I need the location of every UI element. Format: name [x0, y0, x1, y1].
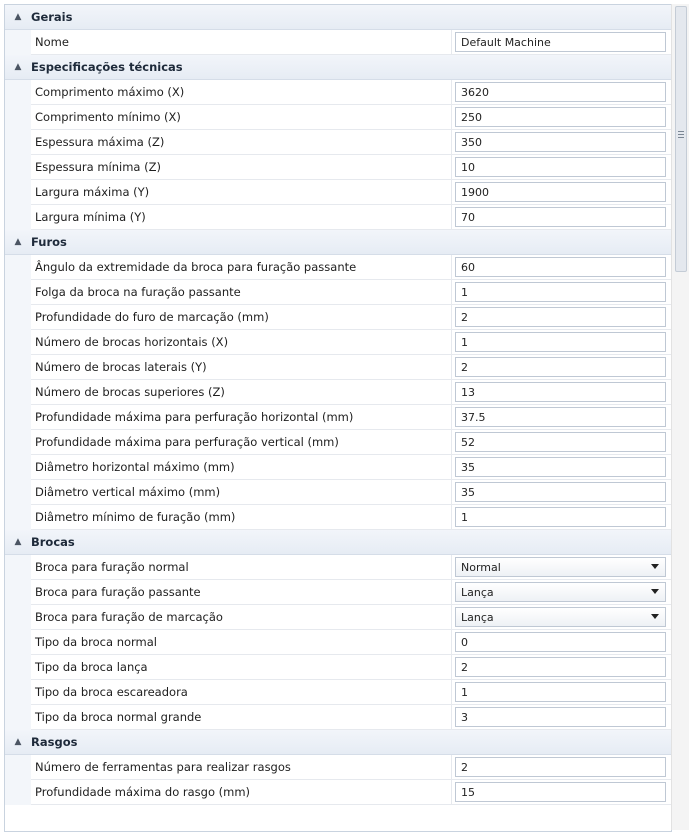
row-margin: [5, 455, 31, 480]
property-value-cell: [452, 430, 671, 455]
property-value-input[interactable]: [455, 207, 666, 227]
property-value-cell: [452, 555, 671, 580]
collapse-icon[interactable]: ▲: [14, 537, 22, 547]
property-name: Ângulo da extremidade da broca para furação passante: [31, 255, 452, 280]
row-margin: [5, 655, 31, 680]
property-name: Profundidade máxima do rasgo (mm): [31, 780, 452, 805]
property-row[interactable]: [5, 105, 671, 130]
property-value-input[interactable]: [455, 632, 666, 652]
property-name: Diâmetro mínimo de furação (mm): [31, 505, 452, 530]
property-value-input[interactable]: [455, 682, 666, 702]
property-value-input[interactable]: [455, 357, 666, 377]
property-value-text: Lança: [461, 610, 494, 624]
property-value-text: Default Machine: [461, 35, 551, 49]
property-value-cell: [452, 280, 671, 305]
property-value-dropdown[interactable]: [455, 607, 666, 627]
property-row[interactable]: [5, 705, 671, 730]
property-name: Broca para furação de marcação: [31, 605, 452, 630]
property-name: Profundidade do furo de marcação (mm): [31, 305, 452, 330]
property-value-input[interactable]: [455, 82, 666, 102]
row-margin: [5, 30, 31, 55]
property-value-input[interactable]: [455, 432, 666, 452]
property-value-cell: [452, 355, 671, 380]
row-margin: [5, 130, 31, 155]
property-value-input[interactable]: [455, 482, 666, 502]
row-margin: [5, 105, 31, 130]
property-value-input[interactable]: [455, 32, 666, 52]
property-value-input[interactable]: [455, 182, 666, 202]
property-row[interactable]: [5, 555, 671, 580]
property-name: Número de brocas superiores (Z): [31, 380, 452, 405]
row-margin: [5, 180, 31, 205]
category-header[interactable]: [5, 5, 671, 30]
property-name: Tipo da broca normal: [31, 630, 452, 655]
collapse-icon[interactable]: ▲: [14, 237, 22, 247]
property-value-cell: [452, 155, 671, 180]
property-value-input[interactable]: [455, 332, 666, 352]
property-value-text: 10: [461, 160, 475, 174]
property-row[interactable]: [5, 655, 671, 680]
property-name: Profundidade máxima para perfuração vertical (mm): [31, 430, 452, 455]
category-title: Furos: [31, 235, 67, 249]
property-value-cell: [452, 405, 671, 430]
property-value-input[interactable]: [455, 657, 666, 677]
property-name: Comprimento mínimo (X): [31, 105, 452, 130]
row-margin: [5, 680, 31, 705]
property-value-input[interactable]: [455, 757, 666, 777]
property-name: Número de ferramentas para realizar rasgos: [31, 755, 452, 780]
property-value-text: 1: [461, 285, 468, 299]
property-row[interactable]: [5, 630, 671, 655]
property-value-cell: [452, 105, 671, 130]
property-value-text: 15: [461, 785, 475, 799]
row-margin: [5, 80, 31, 105]
property-value-input[interactable]: [455, 707, 666, 727]
row-margin: [5, 755, 31, 780]
property-row[interactable]: [5, 605, 671, 630]
property-value-cell: [452, 330, 671, 355]
vertical-scrollbar[interactable]: [671, 4, 689, 830]
property-value-input[interactable]: [455, 507, 666, 527]
property-value-cell: [452, 255, 671, 280]
category-header[interactable]: [5, 530, 671, 555]
property-grid: [4, 4, 672, 832]
category-header[interactable]: [5, 730, 671, 755]
property-row[interactable]: [5, 505, 671, 530]
property-value-cell: [452, 780, 671, 805]
property-value-text: 2: [461, 760, 468, 774]
property-value-cell: [452, 130, 671, 155]
row-margin: [5, 630, 31, 655]
property-value-text: 250: [461, 110, 482, 124]
property-value-cell: [452, 705, 671, 730]
property-value-input[interactable]: [455, 157, 666, 177]
property-value-input[interactable]: [455, 782, 666, 802]
row-margin: [5, 430, 31, 455]
property-value-cell: [452, 605, 671, 630]
property-value-input[interactable]: [455, 382, 666, 402]
grip-lines-icon: [678, 131, 684, 138]
property-value-input[interactable]: [455, 132, 666, 152]
property-value-cell: [452, 655, 671, 680]
property-value-text: 0: [461, 635, 468, 649]
collapse-icon[interactable]: ▲: [14, 737, 22, 747]
row-margin: [5, 405, 31, 430]
category-header[interactable]: [5, 230, 671, 255]
row-margin: [5, 305, 31, 330]
property-value-cell: [452, 380, 671, 405]
property-value-cell: [452, 755, 671, 780]
property-value-text: 52: [461, 435, 475, 449]
property-value-dropdown[interactable]: [455, 582, 666, 602]
property-row[interactable]: [5, 30, 671, 55]
property-value-text: 60: [461, 260, 475, 274]
property-value-text: 70: [461, 210, 475, 224]
property-value-cell: [452, 505, 671, 530]
property-value-input[interactable]: [455, 282, 666, 302]
property-row[interactable]: [5, 205, 671, 230]
property-name: Largura mínima (Y): [31, 205, 452, 230]
property-row[interactable]: [5, 430, 671, 455]
property-value-text: 1900: [461, 185, 489, 199]
row-margin: [5, 330, 31, 355]
property-row[interactable]: [5, 180, 671, 205]
category-title: Brocas: [31, 535, 75, 549]
scrollbar-thumb[interactable]: [675, 6, 687, 272]
property-name: Tipo da broca lança: [31, 655, 452, 680]
property-value-input[interactable]: [455, 307, 666, 327]
chevron-down-icon[interactable]: [651, 614, 659, 619]
property-row[interactable]: [5, 255, 671, 280]
property-row[interactable]: [5, 130, 671, 155]
property-row[interactable]: [5, 680, 671, 705]
row-margin: [5, 205, 31, 230]
property-name: Número de brocas laterais (Y): [31, 355, 452, 380]
chevron-down-icon[interactable]: [651, 589, 659, 594]
row-margin: [5, 155, 31, 180]
category-title: Rasgos: [31, 735, 78, 749]
row-margin: [5, 505, 31, 530]
row-margin: [5, 255, 31, 280]
property-name: Tipo da broca normal grande: [31, 705, 452, 730]
property-value-text: 35: [461, 460, 475, 474]
property-value-text: 37.5: [461, 410, 486, 424]
collapse-icon[interactable]: ▲: [14, 12, 22, 22]
chevron-down-icon[interactable]: [651, 564, 659, 569]
property-value-cell: [452, 630, 671, 655]
row-margin: [5, 605, 31, 630]
property-name: Espessura mínima (Z): [31, 155, 452, 180]
property-name: Diâmetro horizontal máximo (mm): [31, 455, 452, 480]
row-margin: [5, 780, 31, 805]
property-row[interactable]: [5, 280, 671, 305]
category-title: Especificações técnicas: [31, 60, 183, 74]
row-margin: [5, 480, 31, 505]
property-value-text: Normal: [461, 560, 501, 574]
row-margin: [5, 280, 31, 305]
property-value-input[interactable]: [455, 457, 666, 477]
property-name: Largura máxima (Y): [31, 180, 452, 205]
property-value-cell: [452, 305, 671, 330]
property-row[interactable]: [5, 155, 671, 180]
property-value-text: 350: [461, 135, 482, 149]
property-row[interactable]: [5, 305, 671, 330]
property-name: Folga da broca na furação passante: [31, 280, 452, 305]
row-margin: [5, 355, 31, 380]
property-value-text: Lança: [461, 585, 494, 599]
property-value-text: 3620: [461, 85, 489, 99]
row-margin: [5, 580, 31, 605]
property-row[interactable]: [5, 405, 671, 430]
row-margin: [5, 705, 31, 730]
property-row[interactable]: [5, 580, 671, 605]
property-name: Tipo da broca escareadora: [31, 680, 452, 705]
property-value-cell: [452, 580, 671, 605]
property-value-cell: [452, 205, 671, 230]
property-value-cell: [452, 180, 671, 205]
property-name: Número de brocas horizontais (X): [31, 330, 452, 355]
property-row[interactable]: [5, 480, 671, 505]
property-name: Comprimento máximo (X): [31, 80, 452, 105]
property-value-text: 1: [461, 335, 468, 349]
property-name: Broca para furação normal: [31, 555, 452, 580]
property-value-cell: [452, 30, 671, 55]
property-name: Diâmetro vertical máximo (mm): [31, 480, 452, 505]
property-value-text: 13: [461, 385, 475, 399]
property-row[interactable]: [5, 355, 671, 380]
category-header[interactable]: [5, 55, 671, 80]
property-name: Profundidade máxima para perfuração horizontal (mm): [31, 405, 452, 430]
property-value-text: 1: [461, 685, 468, 699]
property-value-cell: [452, 480, 671, 505]
property-value-text: 2: [461, 360, 468, 374]
property-value-cell: [452, 80, 671, 105]
property-row[interactable]: [5, 80, 671, 105]
property-row[interactable]: [5, 755, 671, 780]
property-value-text: 2: [461, 660, 468, 674]
property-value-dropdown[interactable]: [455, 557, 666, 577]
property-name: Espessura máxima (Z): [31, 130, 452, 155]
property-value-input[interactable]: [455, 407, 666, 427]
property-value-text: 3: [461, 710, 468, 724]
property-value-text: 2: [461, 310, 468, 324]
property-row[interactable]: [5, 380, 671, 405]
property-row[interactable]: [5, 780, 671, 805]
property-name: Nome: [31, 30, 452, 55]
property-value-input[interactable]: [455, 107, 666, 127]
property-value-text: 1: [461, 510, 468, 524]
property-value-input[interactable]: [455, 257, 666, 277]
property-name: Broca para furação passante: [31, 580, 452, 605]
property-row[interactable]: [5, 455, 671, 480]
row-margin: [5, 380, 31, 405]
property-value-cell: [452, 680, 671, 705]
row-margin: [5, 555, 31, 580]
property-value-text: 35: [461, 485, 475, 499]
property-value-cell: [452, 455, 671, 480]
collapse-icon[interactable]: ▲: [14, 62, 22, 72]
property-row[interactable]: [5, 330, 671, 355]
category-title: Gerais: [31, 10, 73, 24]
